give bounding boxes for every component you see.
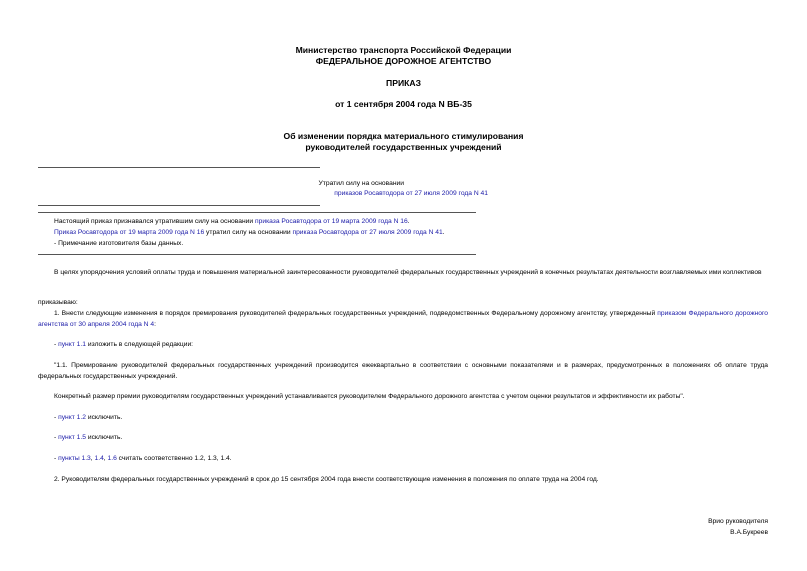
sub-item-2: - пункт 1.2 исключить. xyxy=(54,414,123,421)
sub-item-4: - пункты 1.3, 1.4, 1.6 считать соответственно 1.2, 1.3, 1.4. xyxy=(54,455,232,462)
order-link[interactable]: приказа Росавтодора от 19 марта 2009 года N 16 xyxy=(255,218,408,225)
order-link[interactable]: Приказ Росавтодора от 19 марта 2009 года N 16 xyxy=(54,229,205,236)
divider xyxy=(38,167,320,168)
ministry-title: Министерство транспорта Российской Федерации xyxy=(295,45,512,55)
subject-line-2: руководителей государственных учреждений xyxy=(305,142,502,152)
divider xyxy=(38,205,320,206)
clause-link[interactable]: 1.6 xyxy=(107,455,117,462)
divider xyxy=(38,254,476,255)
clause-link[interactable]: пункт 1.1 xyxy=(58,341,86,348)
status-note-line2 xyxy=(38,189,488,198)
item-1: 1. Внести следующие изменения в порядок премирования руководителей федеральных государственных учреждений, подведомственных Федеральному дорожному агентству, утвержденный приказом Федерального дорожного агентства от 30 апреля 2004 года N 4: xyxy=(38,310,768,328)
status-note-line1: Утратил силу на основании xyxy=(318,180,404,187)
clause-link[interactable]: 1.4 xyxy=(94,455,104,462)
order-link[interactable]: приказом Федерального дорожного агентства от 30 апреля 2004 года N 4 xyxy=(38,310,768,328)
signature-position: Врио руководителя xyxy=(708,518,768,525)
sub-item-3: - пункт 1.5 исключить. xyxy=(54,434,123,441)
order-link[interactable]: приказа Росавтодора от 27 июля 2009 года N 41 xyxy=(292,229,443,236)
doc-type: ПРИКАЗ xyxy=(386,78,421,88)
editor-note-p2: Приказ Росавтодора от 19 марта 2009 года N 16 утратил силу на основании приказа Росавтодора от 27 июля 2009 года N 41. xyxy=(54,229,445,236)
item-2: 2. Руководителям федеральных государственных учреждений в срок до 15 сентября 2004 года внести соответствующие изменения в положения по оплате труда на 2004 год. xyxy=(54,476,599,483)
quote-paragraph-1: "1.1. Премирование руководителей федеральных государственных учреждений производится ежеквартально в соответствии с основными показателями и в размерах, предусмотренных в положениях об оплате труда федеральных государственных учреждений. xyxy=(38,362,768,380)
doc-date-number: от 1 сентября 2004 года N ВБ-35 xyxy=(335,99,472,109)
intro-paragraph: В целях упорядочения условий оплаты труда и повышения материальной заинтересованности руководителей федеральных государственных учреждений в конечных результатах деятельности возглавляемых ими коллективов xyxy=(54,269,762,276)
clause-link[interactable]: пункт 1.2 xyxy=(58,414,86,421)
clause-link[interactable]: пункты 1.3 xyxy=(58,455,91,462)
quote-paragraph-2: Конкретный размер премии руководителям государственных учреждений устанавливается руководителем Федерального дорожного агентства с учетом оценки результатов и эффективности их работы". xyxy=(54,393,685,400)
divider xyxy=(38,212,476,213)
order-word: приказываю: xyxy=(38,299,78,306)
editor-note-p1: Настоящий приказ признавался утратившим силу на основании приказа Росавтодора от 19 марта 2009 года N 16. xyxy=(54,218,410,225)
subject-line-1: Об изменении порядка материального стимулирования xyxy=(283,131,524,141)
editor-note-p3: - Примечание изготовителя базы данных. xyxy=(54,240,184,247)
agency-title: ФЕДЕРАЛЬНОЕ ДОРОЖНОЕ АГЕНТСТВО xyxy=(315,56,492,66)
sub-item-1: - пункт 1.1 изложить в следующей редакции: xyxy=(54,341,194,348)
signature-name: В.А.Букреев xyxy=(730,529,768,536)
clause-link[interactable]: пункт 1.5 xyxy=(58,434,86,441)
repeal-link[interactable]: приказов Росавтодора от 27 июля 2009 года N 41 xyxy=(334,190,488,197)
